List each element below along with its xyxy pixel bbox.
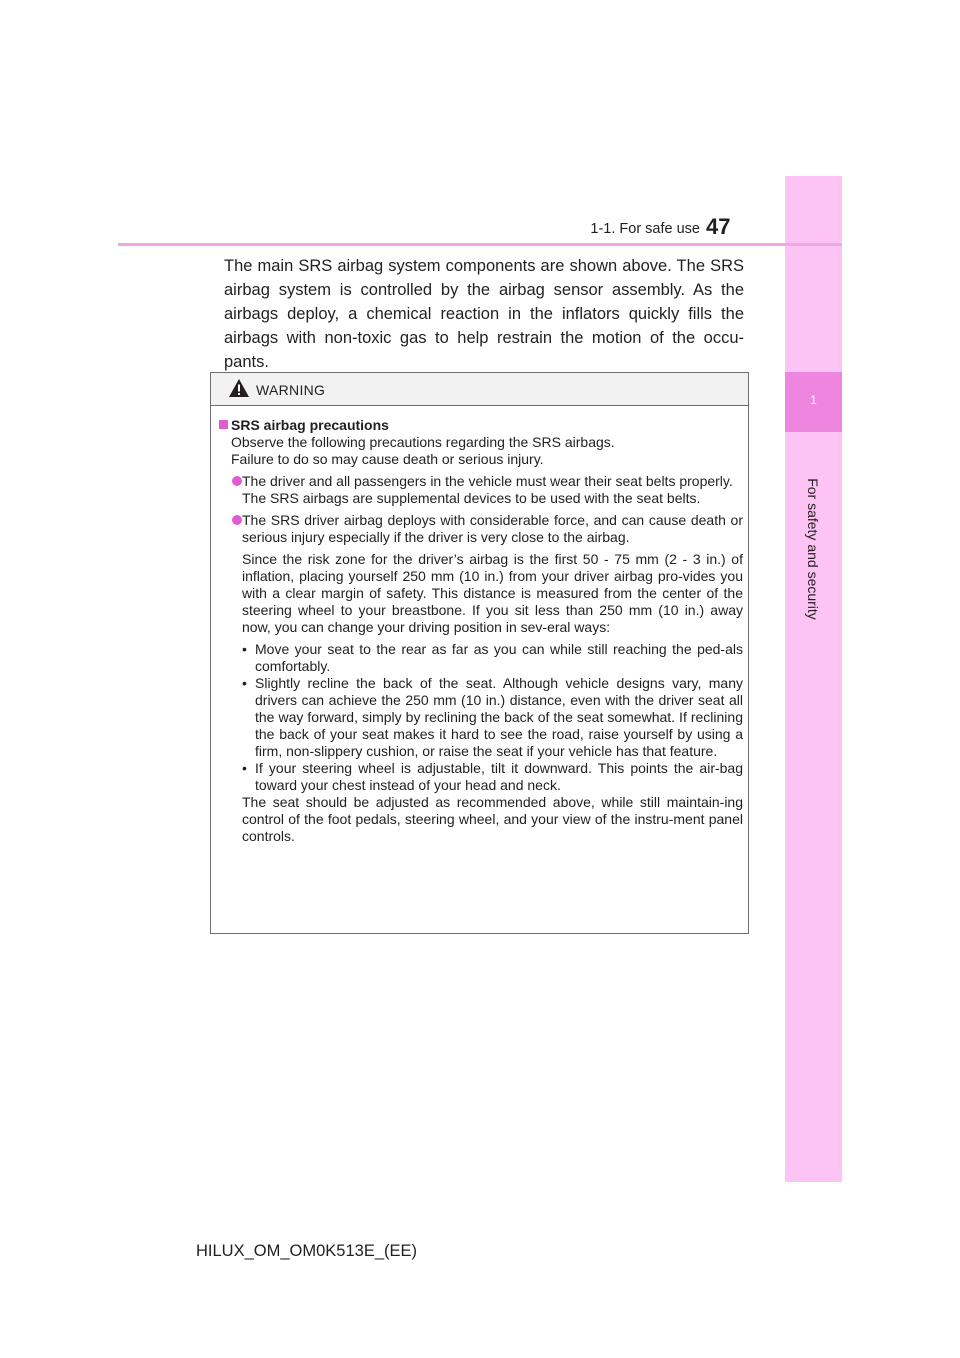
section-heading-text: SRS airbag precautions [231, 417, 389, 433]
circle-bullet-icon [232, 476, 242, 486]
warning-box [210, 372, 749, 934]
warning-body [223, 417, 743, 845]
warning-title: WARNING [256, 382, 326, 398]
side-tab [785, 176, 842, 1182]
chapter-label: For safety and security [805, 478, 821, 620]
list-item [223, 473, 743, 507]
precaution-line: Observe the following precautions regarding the SRS airbags. [231, 434, 615, 450]
item-text: The SRS driver airbag deploys with considerable force, and can cause death or serious injury especially if the driver is very close to the airbag. [242, 512, 743, 545]
intro-paragraph: The main SRS airbag system components are shown above. The SRS airbag system is controlled by the airbag sensor assembly. As the airbags deploy, a chemical reaction in the inflators quickly fills the airbags with non-toxic gas to help restrain the motion of the occu-pants. [224, 257, 744, 371]
bullet-item: • If your steering wheel is adjustable, tilt it downward. This points the air-bag toward your chest instead of your head and neck. [242, 760, 743, 793]
warning-triangle-icon [228, 378, 250, 401]
section-heading [223, 417, 743, 434]
item-text: The driver and all passengers in the vehicle must wear their seat belts properly. [242, 473, 733, 489]
page-number: 47 [706, 214, 731, 239]
document-code: HILUX_OM_OM0K513E_(EE) [196, 1242, 418, 1260]
circle-bullet-icon [232, 515, 242, 525]
warning-header [211, 373, 748, 406]
list-item [223, 512, 743, 546]
bullet-item: • Move your seat to the rear as far as you can while still reaching the ped-als comfortably. [242, 641, 743, 674]
closing-paragraph: The seat should be adjusted as recommended above, while still maintain-ing control of the foot pedals, steering wheel, and your view of the instru-ment panel controls. [242, 794, 743, 844]
bullet-list [223, 641, 743, 794]
chapter-number: 1 [810, 393, 817, 407]
bullet-item: • Slightly recline the back of the seat. Although vehicle designs vary, many drivers can achieve the 250 mm (10 in.) distance, even with the driver seat all the way forward, simply by reclining the back of the seat somewhat. If reclining the back of your seat makes it hard to see the road, raise yourself by using a firm, non-slippery cushion, or raise the seat if your vehicle has that feature. [242, 675, 743, 759]
chapter-number-tab [785, 372, 842, 432]
header-rule [118, 243, 842, 246]
section-reference: 1-1. For safe use [590, 221, 700, 237]
item-extra: Since the risk zone for the driver’s airbag is the first 50 - 75 mm (2 - 3 in.) of inflation, placing yourself 250 mm (10 in.) from your driver airbag pro-vides you with a clear margin of safety. This distance is measured from the center of the steering wheel to your breastbone. If you sit less than 250 mm (10 in.) away now, you can change your driving position in sev-eral ways: [242, 551, 743, 635]
item-extra: The SRS airbags are supplemental devices to be used with the seat belts. [242, 490, 701, 506]
precaution-line: Failure to do so may cause death or serious injury. [231, 451, 544, 467]
square-bullet-icon [219, 420, 228, 429]
